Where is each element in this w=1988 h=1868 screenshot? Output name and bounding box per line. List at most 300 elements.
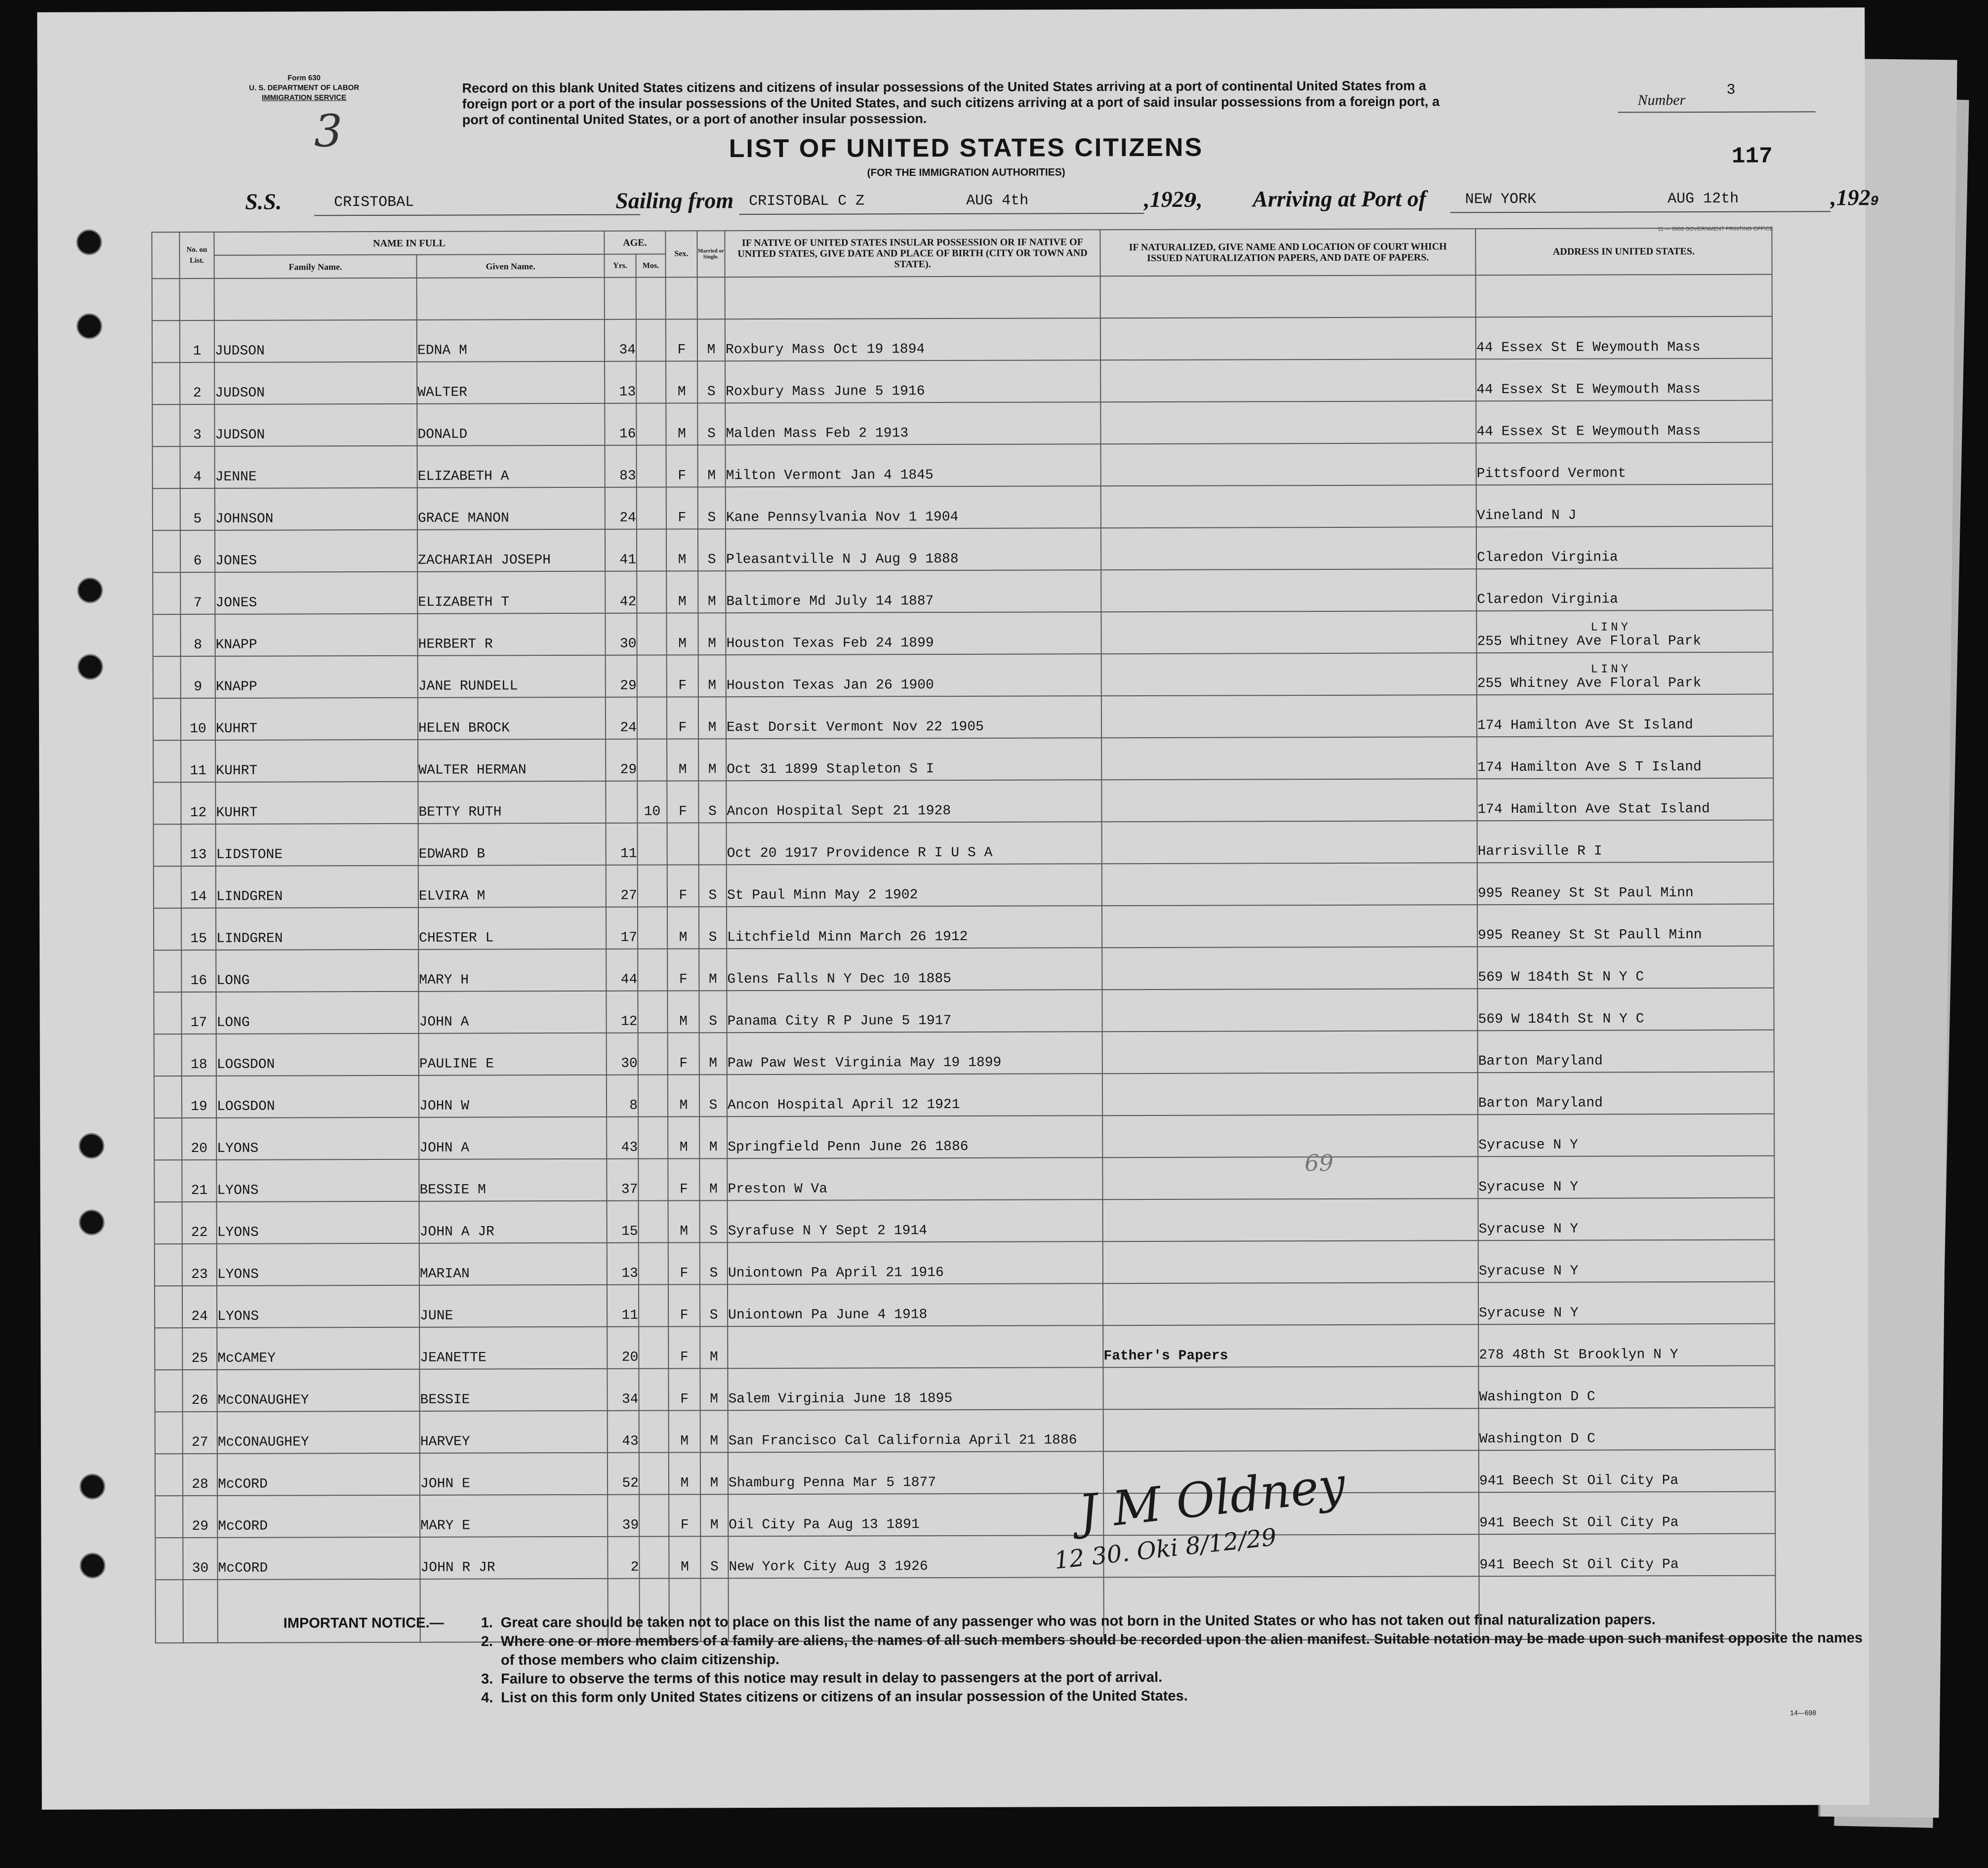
birth-place-date: Panama City R P June 5 1917: [727, 990, 1102, 1033]
blank-cell: [156, 1580, 183, 1643]
pencil-stamp-number: 69: [1304, 1149, 1334, 1177]
birth-header: IF NATIVE OF UNITED STATES INSULAR POSSESSION OR IF NATIVE OF UNITED STATES, GIVE DATE AND PLACE OF BIRTH (CITY OR TOWN AND STATE).: [725, 230, 1100, 277]
table-row: [153, 442, 1773, 489]
given-name: EDWARD B: [418, 823, 606, 866]
marital-status: M: [699, 1033, 727, 1074]
naturalization-info: [1102, 905, 1477, 948]
given-name: MARY E: [420, 1495, 608, 1537]
passenger-rows: [152, 317, 1776, 1580]
us-address: 569 W 184th St N Y C: [1477, 946, 1774, 989]
row-number: 3: [180, 404, 214, 446]
naturalized-header: IF NATURALIZED, GIVE NAME AND LOCATION OF COURT WHICH ISSUED NATURALIZATION PAPERS, AND DATE OF PAPERS.: [1100, 229, 1475, 276]
birth-place-date: Houston Texas Jan 26 1900: [726, 654, 1101, 697]
table-row: [154, 904, 1774, 951]
row-number: 6: [180, 530, 215, 572]
family-name: JONES: [215, 572, 417, 614]
age-years: 34: [607, 1369, 639, 1411]
check-cell: [154, 1160, 182, 1202]
punch-hole: [79, 1133, 104, 1159]
given-name: JOHN R JR: [420, 1537, 608, 1579]
check-cell: [155, 1244, 182, 1286]
sex-value: M: [667, 907, 699, 949]
age-years: 34: [605, 319, 636, 361]
marital-status: M: [700, 1326, 728, 1368]
spacer-cell: [636, 278, 666, 319]
row-number: 5: [180, 488, 215, 530]
family-name: LYONS: [216, 1159, 419, 1202]
passenger-table: [151, 228, 1776, 1644]
marital-status: M: [699, 1158, 727, 1200]
marital-status: M: [700, 1410, 728, 1452]
marital-status: S: [700, 1536, 728, 1578]
given-name: ELVIRA M: [418, 865, 606, 908]
birth-place-date: Glens Falls N Y Dec 10 1885: [727, 948, 1102, 991]
given-name: HELEN BROCK: [418, 697, 606, 740]
sailing-underline: [739, 213, 1144, 215]
spacer-cell: [605, 278, 636, 319]
table-row: [152, 400, 1772, 447]
family-name: JUDSON: [214, 404, 417, 446]
age-months: [638, 1033, 668, 1075]
notice-heading: IMPORTANT NOTICE.—: [283, 1615, 444, 1631]
us-address: 995 Reaney St St Paull Minn: [1477, 904, 1774, 947]
row-number: 29: [183, 1496, 217, 1538]
sex-value: F: [666, 487, 698, 529]
marital-status: M: [698, 571, 726, 613]
important-notice: [284, 1610, 1864, 1708]
given-name: WALTER: [417, 361, 605, 404]
birth-place-date: Preston W Va: [727, 1157, 1102, 1200]
birth-place-date: Ancon Hospital April 12 1921: [727, 1073, 1102, 1116]
given-name: BESSIE: [419, 1369, 607, 1411]
sex-value: F: [667, 697, 698, 739]
family-name: JENNE: [215, 446, 417, 488]
check-column-header: [152, 232, 179, 278]
birth-place-date: Milton Vermont Jan 4 1845: [726, 444, 1101, 487]
age-months: [639, 1411, 669, 1453]
no-on-list-header: No. on List.: [179, 232, 214, 278]
age-years: 30: [607, 1033, 638, 1075]
naturalization-info: [1102, 1031, 1478, 1073]
age-months: [638, 907, 667, 949]
sailing-date: AUG 4th: [966, 192, 1029, 209]
age-months: [639, 1537, 669, 1579]
birth-place-date: St Paul Minn May 2 1902: [727, 864, 1102, 907]
sex-value: F: [666, 445, 698, 487]
given-name: PAULINE E: [419, 1033, 607, 1075]
naturalization-info: [1101, 443, 1476, 486]
family-name: KNAPP: [215, 614, 417, 656]
birth-place-date: Kane Pennsylvania Nov 1 1904: [726, 486, 1101, 529]
table-row: [154, 946, 1774, 993]
marital-status: S: [698, 529, 726, 571]
department-label: U. S. DEPARTMENT OF LABOR: [249, 83, 360, 92]
table-row: [153, 652, 1773, 699]
family-name: LONG: [216, 950, 418, 992]
us-address: Barton Maryland: [1478, 1072, 1774, 1115]
table-row: [154, 1156, 1774, 1202]
table-row: [155, 1366, 1775, 1412]
family-name: LYONS: [217, 1201, 419, 1244]
family-name: LIDSTONE: [216, 824, 418, 866]
manifest-page: [37, 7, 1879, 1810]
marital-status: M: [698, 697, 726, 739]
sex-value: M: [667, 739, 698, 781]
age-years: 30: [605, 613, 637, 655]
sex-value: F: [667, 781, 698, 823]
age-months: [637, 655, 667, 697]
sex-value: M: [666, 361, 697, 403]
given-name: BESSIE M: [419, 1159, 607, 1201]
age-years: 13: [605, 361, 636, 403]
table-row: [153, 484, 1773, 531]
check-cell: [155, 1286, 182, 1328]
sailing-year: ,1929,: [1144, 186, 1203, 212]
us-address: Syracuse N Y: [1478, 1198, 1775, 1241]
row-number: 26: [182, 1370, 217, 1412]
address-note: LINY: [1590, 621, 1631, 635]
given-name: ELIZABETH T: [417, 571, 605, 614]
family-name: McCAMEY: [217, 1327, 419, 1370]
given-name: JOHN W: [419, 1075, 607, 1117]
sex-value: F: [666, 319, 697, 361]
spacer-cell: [152, 278, 180, 320]
check-cell: [153, 446, 180, 488]
row-number: 27: [183, 1412, 217, 1454]
birth-place-date: Oil City Pa Aug 13 1891: [728, 1493, 1103, 1536]
naturalization-info: [1100, 401, 1476, 444]
us-address: Pittsfoord Vermont: [1476, 442, 1773, 485]
check-cell: [154, 1118, 182, 1160]
notice-item-text: List on this form only United States citizens or citizens of an insular possession of the United States.: [501, 1688, 1188, 1706]
us-address: Harrisville R I: [1477, 820, 1774, 863]
table-row: [152, 317, 1772, 363]
age-months: [638, 1075, 668, 1117]
age-years: 20: [607, 1327, 639, 1369]
birth-place-date: Pleasantville N J Aug 9 1888: [726, 528, 1101, 571]
sex-value: F: [668, 1158, 699, 1200]
table-row: [155, 1282, 1775, 1328]
given-name: JEANETTE: [419, 1327, 607, 1369]
blank-cell: [183, 1580, 218, 1643]
naturalization-info: [1103, 1240, 1478, 1283]
arrival-date: AUG 12th: [1667, 190, 1739, 208]
given-name: JOHN A: [419, 1117, 607, 1159]
check-cell: [153, 614, 180, 656]
age-months: [637, 739, 667, 781]
given-name: JOHN E: [420, 1453, 608, 1495]
notice-item-number: 2.: [481, 1633, 493, 1650]
row-number: 17: [181, 992, 216, 1034]
sex-header: Sex.: [665, 231, 697, 277]
punch-hole: [76, 230, 102, 255]
check-cell: [153, 698, 181, 740]
birth-place-date: East Dorsit Vermont Nov 22 1905: [726, 696, 1101, 739]
row-number: 2: [180, 362, 214, 404]
table-row: [152, 358, 1772, 405]
corner-handwritten-mark: 3: [314, 105, 343, 158]
family-name: McCORD: [217, 1495, 420, 1538]
naturalization-info: [1103, 1366, 1478, 1409]
us-address: 941 Beech St Oil City Pa: [1479, 1450, 1775, 1493]
table-row: [155, 1534, 1775, 1580]
marital-status: S: [699, 991, 727, 1033]
punch-hole: [78, 654, 103, 680]
marital-status: M: [700, 1494, 728, 1536]
table-row: [155, 1324, 1775, 1370]
family-name-header: Family Name.: [214, 255, 417, 278]
table-row: [155, 1198, 1775, 1244]
age-years: 52: [608, 1453, 639, 1495]
marital-status: S: [700, 1284, 728, 1326]
naturalization-info: [1103, 1408, 1479, 1451]
arrival-underline: [1450, 211, 1830, 213]
naturalization-info: [1102, 1156, 1478, 1199]
naturalization-info: [1100, 317, 1476, 360]
naturalization-info: [1101, 653, 1477, 696]
family-name: KNAPP: [215, 656, 418, 698]
birth-place-date: Roxbury Mass Oct 19 1894: [725, 318, 1100, 361]
birth-place-date: Malden Mass Feb 2 1913: [725, 402, 1100, 445]
naturalization-info: [1101, 695, 1477, 738]
sex-value: [667, 823, 699, 865]
check-cell: [153, 782, 181, 824]
naturalization-info: [1102, 1114, 1478, 1157]
family-name: JUDSON: [214, 362, 417, 404]
birth-place-date: Oct 20 1917 Providence R I U S A: [727, 822, 1102, 865]
age-months: [638, 1117, 668, 1159]
notice-item-number: 1.: [481, 1615, 493, 1631]
age-months: [638, 865, 667, 907]
given-name-header: Given Name.: [417, 254, 605, 278]
spacer-cell: [725, 276, 1100, 319]
naturalization-info: [1101, 485, 1476, 528]
spacer-cell: [666, 277, 697, 319]
us-address: 174 Hamilton Ave Stat Island: [1477, 778, 1773, 821]
table-row: [155, 1240, 1775, 1286]
row-number: 11: [181, 740, 215, 782]
naturalization-info: [1102, 989, 1477, 1032]
age-months: [637, 445, 666, 487]
sex-value: M: [668, 1074, 699, 1116]
age-years: 43: [608, 1411, 639, 1453]
row-number: 21: [182, 1160, 216, 1202]
spacer-cell: [1100, 275, 1476, 318]
marital-status: S: [697, 403, 725, 445]
age-years: 37: [607, 1159, 638, 1201]
age-years: 16: [605, 403, 636, 445]
birth-place-date: Litchfield Minn March 26 1912: [727, 906, 1102, 949]
age-years: 83: [605, 445, 637, 487]
marital-status: S: [700, 1200, 728, 1242]
family-name: KUHRT: [215, 782, 418, 824]
family-name: JUDSON: [214, 320, 417, 362]
given-name: HARVEY: [420, 1411, 608, 1453]
arriving-label: Arriving at Port of: [1253, 186, 1426, 212]
birth-place-date: Shamburg Penna Mar 5 1877: [728, 1451, 1103, 1494]
row-number: 10: [181, 698, 215, 740]
check-cell: [154, 1076, 182, 1118]
family-name: McCONAUGHEY: [217, 1411, 420, 1454]
intro-line: Record on this blank United States citizens and citizens of insular possessions of the United States arriving at a port of continental United States from a: [462, 78, 1426, 96]
age-years: 24: [606, 697, 637, 739]
notice-item-number: 4.: [481, 1690, 493, 1706]
check-cell: [155, 1328, 182, 1370]
row-number: 30: [183, 1538, 217, 1580]
marital-status: M: [699, 949, 727, 991]
marital-status: M: [698, 655, 726, 697]
row-number: 12: [181, 782, 215, 824]
marital-status: M: [698, 613, 726, 655]
birth-place-date: Baltimore Md July 14 1887: [726, 570, 1101, 613]
check-cell: [152, 320, 180, 362]
age-months: [639, 1327, 668, 1369]
us-address: Syracuse N Y: [1478, 1240, 1775, 1283]
row-number: 20: [182, 1118, 216, 1160]
birth-place-date: Salem Virginia June 18 1895: [728, 1367, 1103, 1410]
age-months: [639, 1495, 669, 1537]
row-number: 9: [181, 656, 215, 698]
check-cell: [155, 1538, 183, 1580]
check-cell: [154, 824, 181, 866]
sex-value: M: [669, 1452, 700, 1494]
ship-name: CRISTOBAL: [334, 194, 414, 211]
age-years: 24: [605, 487, 637, 529]
age-years: 13: [607, 1243, 639, 1285]
sex-value: F: [667, 865, 699, 907]
spacer-cell: [417, 278, 605, 320]
age-years: 12: [606, 991, 638, 1033]
page-title: LIST OF UNITED STATES CITIZENS: [729, 133, 1204, 163]
age-years: 27: [606, 865, 638, 907]
us-address: Washington D C: [1478, 1366, 1775, 1409]
address-note: LINY: [1590, 663, 1631, 676]
age-months: 10: [637, 781, 667, 823]
given-name: HERBERT R: [417, 613, 605, 656]
row-number: 24: [182, 1286, 217, 1328]
row-number: 22: [182, 1202, 217, 1244]
sex-value: F: [669, 1494, 700, 1536]
arrival-year: ,1929: [1830, 185, 1879, 210]
marital-status: M: [698, 445, 726, 487]
check-cell: [153, 488, 180, 530]
family-name: McCORD: [217, 1453, 420, 1496]
marital-status: S: [699, 865, 727, 907]
year-suffix: 9: [1870, 194, 1879, 210]
birth-place-date: San Francisco Cal California April 21 1886: [728, 1409, 1103, 1452]
naturalization-info: [1101, 611, 1476, 654]
given-name: ZACHARIAH JOSEPH: [417, 529, 605, 572]
row-number: 23: [182, 1244, 217, 1286]
year-prefix: 192: [1836, 185, 1870, 210]
intro-line: foreign port or a port of the insular possessions of the United States, and such citizens arriving at a port of said insular possessions from a foreign port, a: [462, 94, 1440, 112]
age-years: 39: [608, 1495, 639, 1537]
us-address: 174 Hamilton Ave S T Island: [1477, 736, 1773, 779]
row-number: 25: [182, 1328, 217, 1370]
address-main: 255 Whitney Ave Floral Park: [1477, 634, 1702, 650]
table-row: [154, 988, 1774, 1034]
age-years: 29: [606, 655, 637, 697]
ship-name-underline: [314, 214, 640, 216]
sex-value: M: [666, 613, 698, 655]
family-name: LYONS: [217, 1243, 419, 1286]
page-subtitle: (FOR THE IMMIGRATION AUTHORITIES): [867, 166, 1065, 179]
name-in-full-header: NAME IN FULL: [214, 231, 604, 255]
table-row: [155, 1408, 1775, 1454]
sailing-port: CRISTOBAL C Z: [749, 193, 865, 210]
check-cell: [153, 740, 181, 782]
sex-value: F: [668, 1033, 699, 1074]
sex-value: M: [666, 403, 697, 445]
age-years: [606, 781, 637, 823]
punch-hole: [80, 1473, 105, 1499]
number-underline: [1618, 111, 1816, 113]
us-address: 941 Beech St Oil City Pa: [1479, 1492, 1775, 1535]
row-number: 1: [180, 320, 214, 362]
age-years: 17: [606, 907, 638, 949]
naturalization-info: [1102, 821, 1477, 864]
marital-status: M: [700, 1452, 728, 1494]
family-name: LINDGREN: [216, 908, 418, 950]
spacer-cell: [697, 277, 725, 319]
naturalization-info: [1101, 569, 1476, 612]
sex-value: M: [667, 991, 699, 1033]
family-name: KUHRT: [215, 698, 418, 740]
naturalization-info: [1100, 359, 1476, 402]
sex-value: M: [668, 1116, 699, 1158]
year-suffix: 9: [1183, 189, 1197, 211]
table-row: [153, 610, 1773, 657]
number-label: Number: [1637, 92, 1686, 109]
birth-place-date: Ancon Hospital Sept 21 1928: [726, 780, 1101, 823]
family-name: KUHRT: [215, 740, 418, 782]
age-months: [637, 571, 666, 613]
table-row: [153, 736, 1773, 783]
us-address: Syracuse N Y: [1478, 1114, 1774, 1157]
family-name: LYONS: [216, 1117, 419, 1160]
address-header: ADDRESS IN UNITED STATES.: [1475, 228, 1772, 276]
ss-label: S.S.: [245, 189, 282, 214]
notice-item-text: Failure to observe the terms of this notice may result in delay to passengers at the port of arrival.: [501, 1669, 1163, 1687]
birth-place-date: [728, 1325, 1103, 1368]
naturalization-info: Father's Papers: [1103, 1324, 1478, 1367]
us-address: [1477, 652, 1773, 695]
sex-value: F: [668, 1326, 700, 1368]
us-address: Washington D C: [1479, 1408, 1775, 1451]
row-number: 15: [181, 908, 216, 950]
age-years: 43: [607, 1117, 638, 1159]
birth-place-date: Springfield Penn June 26 1886: [727, 1115, 1102, 1158]
birth-place-date: Paw Paw West Virginia May 19 1899: [727, 1032, 1102, 1074]
check-cell: [153, 530, 180, 572]
age-years: 42: [605, 571, 637, 613]
row-number: 18: [182, 1034, 216, 1076]
marital-status: M: [697, 319, 725, 361]
sex-value: M: [666, 529, 698, 571]
age-months: [638, 1159, 668, 1201]
naturalization-info: [1102, 863, 1477, 906]
us-address: Claredon Virginia: [1476, 568, 1773, 611]
given-name: JOHN A JR: [419, 1201, 607, 1243]
birth-place-date: Uniontown Pa June 4 1918: [728, 1283, 1103, 1326]
check-cell: [155, 1496, 183, 1538]
age-months: [636, 361, 666, 403]
age-months: [639, 1453, 669, 1495]
row-number: 13: [181, 824, 216, 866]
notice-item-number: 3.: [481, 1671, 493, 1687]
us-address: Claredon Virginia: [1476, 526, 1773, 569]
given-name: JUNE: [419, 1285, 607, 1327]
